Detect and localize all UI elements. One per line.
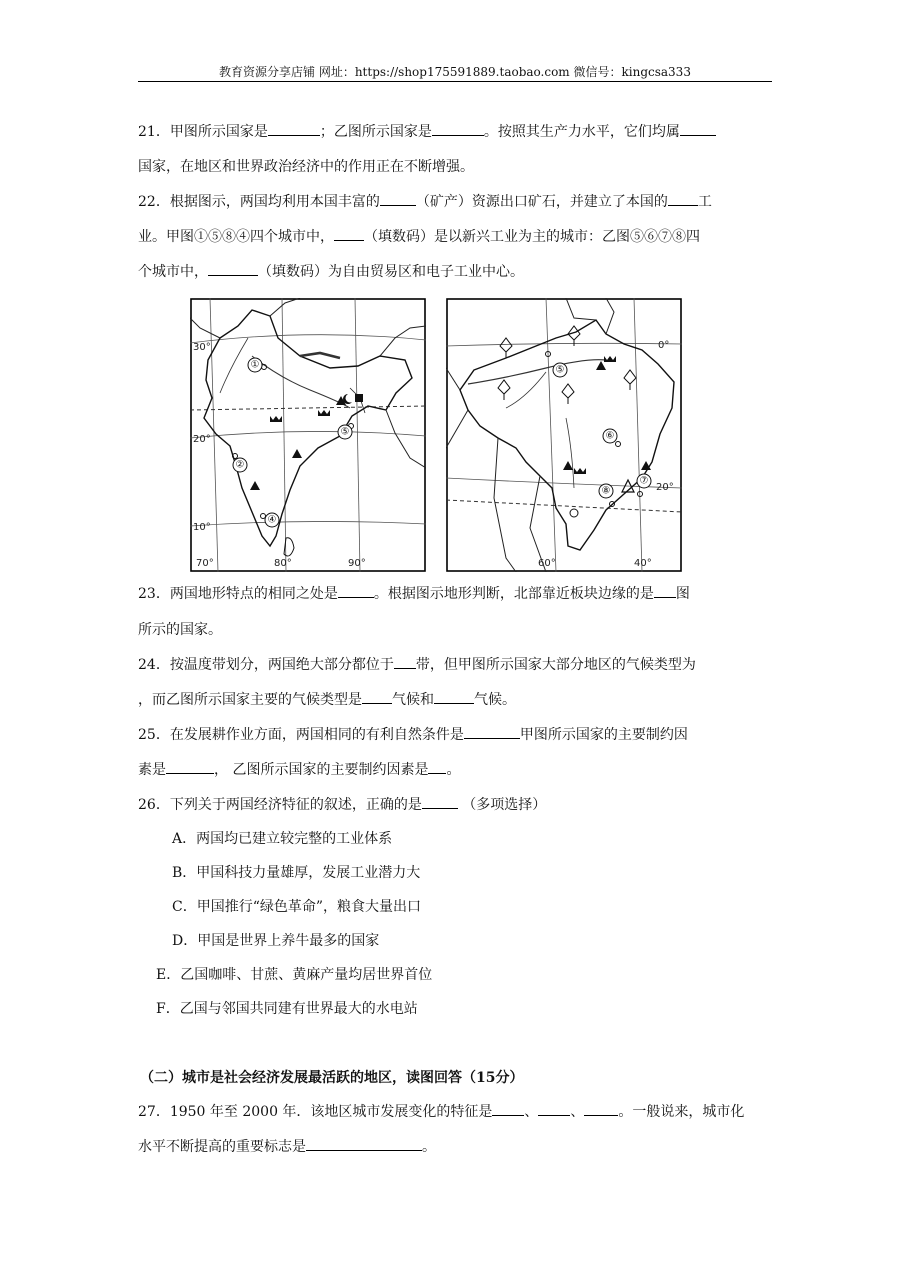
q21-line2: 国家，在地区和世界政治经济中的作用正在不断增强。 [138, 159, 474, 175]
city-label-4: ④ [267, 514, 277, 526]
section-2-title: （二）城市是社会经济发展最活跃的地区，读图回答（15分） [140, 1070, 524, 1086]
q25-line2: 素是 ， 乙图所示国家的主要制约因素是 。 [138, 762, 461, 778]
q26-option-b[interactable]: B．甲国科技力量雄厚，发展工业潜力大 [172, 865, 421, 881]
city-label-7: ⑦ [639, 475, 649, 487]
q26-option-e[interactable]: E．乙国咖啡、甘蔗、黄麻产量均居世界首位 [156, 967, 433, 983]
answer-blank[interactable] [334, 227, 364, 241]
map-india [190, 298, 426, 572]
q27-line2: 水平不断提高的重要标志是 。 [138, 1139, 436, 1155]
q26-stem: 26．下列关于两国经济特征的叙述，正确的是 （多项选择） [138, 797, 547, 813]
lon-label-40: 40° [634, 558, 652, 569]
q22-line3: 个城市中， （填数码）为自由贸易区和电子工业中心。 [138, 264, 524, 280]
answer-blank[interactable] [428, 760, 446, 774]
lon-label-70: 70° [196, 558, 214, 569]
lon-label-80: 80° [274, 558, 292, 569]
answer-blank[interactable] [434, 690, 474, 704]
q22-line2: 业。甲图①⑤⑧④四个城市中， （填数码）是以新兴工业为主的城市：乙图⑤⑥⑦⑧四 [138, 229, 700, 245]
q27-line1: 27．1950 年至 2000 年．该地区城市发展变化的特征是 、 、 。一般说来，城市化 [138, 1104, 745, 1120]
q26-option-d[interactable]: D．甲国是世界上养牛最多的国家 [172, 933, 380, 949]
q24-line2: ，而乙图所示国家主要的气候类型是 气候和 气候。 [138, 692, 516, 708]
lat-label-10: 10° [193, 522, 211, 533]
q24-line1: 24．按温度带划分，两国绝大部分都位于 带，但甲图所示国家大部分地区的气候类型为 [138, 657, 696, 673]
lat-label-20: 20° [656, 482, 674, 493]
answer-blank[interactable] [538, 1102, 570, 1116]
q22-line1: 22．根据图示，两国均利用本国丰富的 （矿产）资源出口矿石，并建立了本国的 工 [138, 194, 712, 210]
city-label-5: ⑤ [340, 426, 350, 438]
answer-blank[interactable] [380, 192, 416, 206]
answer-blank[interactable] [680, 122, 716, 136]
answer-blank[interactable] [668, 192, 698, 206]
q23-line2: 所示的国家。 [138, 622, 222, 638]
city-label-5: ⑤ [555, 364, 565, 376]
lon-label-60: 60° [538, 558, 556, 569]
answer-blank[interactable] [208, 262, 258, 276]
city-label-2: ② [235, 459, 245, 471]
page-header: 教育资源分享店铺 网址：https://shop175591889.taobao.com 微信号：kingcsa333 [219, 65, 691, 79]
q26-option-a[interactable]: A．两国均已建立较完整的工业体系 [172, 831, 393, 847]
q23-line1: 23．两国地形特点的相同之处是 。根据图示地形判断，北部靠近板块边缘的是 图 [138, 586, 690, 602]
lat-label-20: 20° [193, 434, 211, 445]
q26-option-c[interactable]: C．甲国推行“绿色革命”，粮食大量出口 [172, 899, 422, 915]
answer-blank[interactable] [432, 122, 484, 136]
city-label-8: ⑧ [601, 485, 611, 497]
answer-blank[interactable] [422, 795, 458, 809]
answer-blank[interactable] [464, 725, 520, 739]
lat-label-0: 0° [658, 340, 670, 351]
lat-label-30: 30° [193, 342, 211, 353]
answer-blank[interactable] [492, 1102, 524, 1116]
q26-option-f[interactable]: F．乙国与邻国共同建有世界最大的水电站 [156, 1001, 418, 1017]
header-divider [138, 81, 772, 82]
answer-blank[interactable] [584, 1102, 618, 1116]
answer-blank[interactable] [362, 690, 392, 704]
answer-blank[interactable] [394, 655, 416, 669]
answer-blank[interactable] [166, 760, 214, 774]
answer-blank[interactable] [306, 1137, 422, 1151]
city-label-6: ⑥ [605, 430, 615, 442]
q25-line1: 25．在发展耕作业方面，两国相同的有利自然条件是 甲图所示国家的主要制约因 [138, 727, 688, 743]
answer-blank[interactable] [268, 122, 320, 136]
city-label-1: ① [250, 359, 260, 371]
q21-line1: 21．甲图所示国家是 ；乙图所示国家是 。按照其生产力水平，它们均属 [138, 122, 716, 142]
answer-blank[interactable] [654, 584, 676, 598]
map-brazil [446, 298, 682, 572]
answer-blank[interactable] [338, 584, 374, 598]
lon-label-90: 90° [348, 558, 366, 569]
